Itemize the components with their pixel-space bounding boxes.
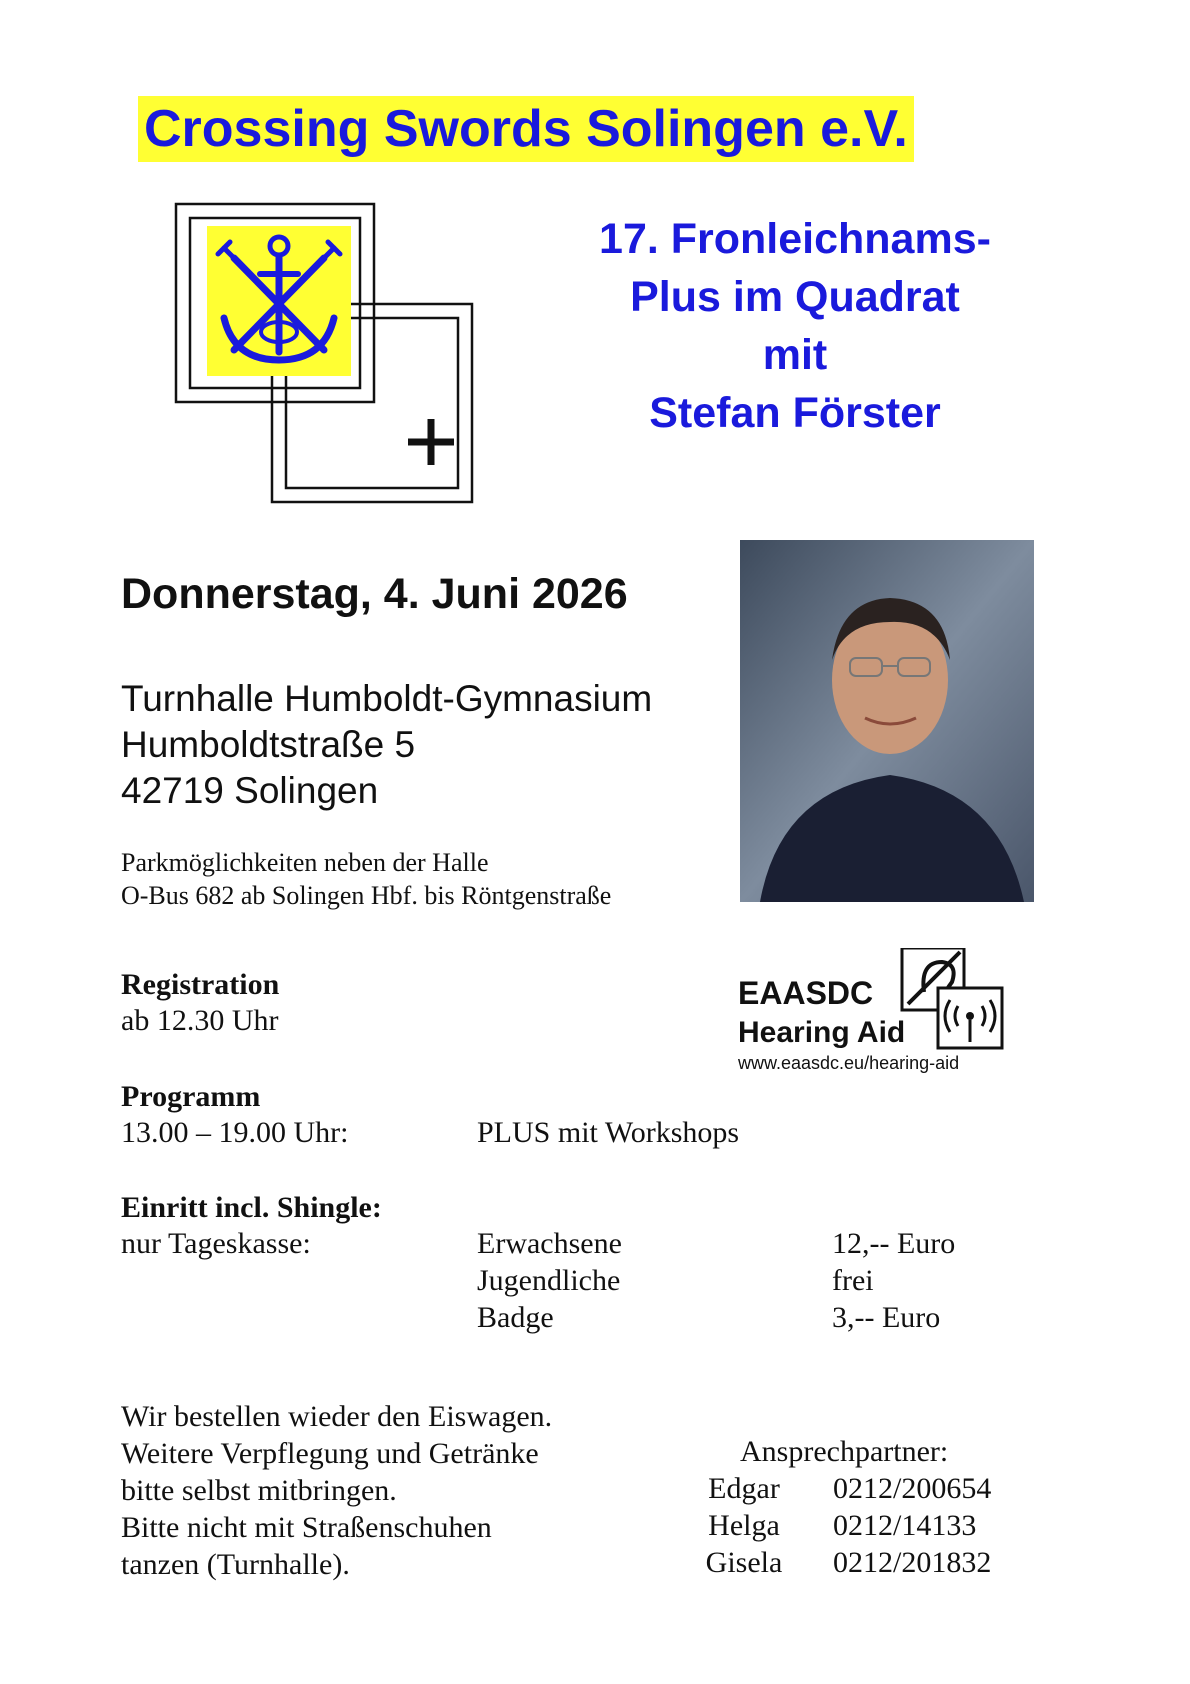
transport-line: Parkmöglichkeiten neben der Halle — [121, 848, 489, 877]
event-date: Donnerstag, 4. Juni 2026 — [121, 570, 628, 618]
event-title-line: mit — [762, 331, 828, 379]
venue-line: Humboldtstraße 5 — [121, 724, 416, 765]
program-description: PLUS mit Workshops — [477, 1116, 740, 1149]
admission-label: Erwachsene — [477, 1227, 622, 1260]
footer-line: bitte selbst mitbringen. — [121, 1474, 397, 1507]
admission-price: frei — [832, 1264, 874, 1297]
admission-price: 3,-- Euro — [832, 1301, 941, 1334]
venue-line: 42719 Solingen — [121, 770, 379, 811]
footer-line: Wir bestellen wieder den Eiswagen. — [121, 1400, 553, 1433]
contact-name: Gisela — [705, 1546, 783, 1579]
event-title-line: Stefan Förster — [649, 389, 941, 437]
contact-phone: 0212/201832 — [833, 1546, 992, 1579]
club-title: Crossing Swords Solingen e.V. — [138, 96, 914, 162]
venue-address — [121, 676, 652, 814]
admission-label: Jugendliche — [477, 1264, 621, 1297]
admission-label: Badge — [477, 1301, 554, 1334]
footer-note — [121, 1398, 552, 1583]
event-title-line: 17. Fronleichnams- — [599, 215, 991, 263]
event-title-line: Plus im Quadrat — [630, 273, 960, 321]
contact-name: Edgar — [708, 1472, 780, 1505]
admission-price: 12,-- Euro — [832, 1227, 956, 1260]
caller-photo — [740, 540, 1034, 902]
venue-line: Turnhalle Humboldt-Gymnasium — [121, 678, 653, 719]
registration-heading: Registration — [121, 968, 280, 1001]
svg-text:EAASDC: EAASDC — [738, 975, 874, 1011]
admission-heading: Einritt incl. Shingle: — [121, 1191, 382, 1224]
footer-line: Bitte nicht mit Straßenschuhen — [121, 1511, 492, 1544]
loop-signal-icon — [938, 988, 1002, 1048]
svg-text:Hearing Aid: Hearing Aid — [738, 1016, 906, 1049]
program-heading: Programm — [121, 1080, 261, 1113]
transport-info — [121, 846, 611, 912]
contact-phone: 0212/200654 — [833, 1472, 992, 1505]
club-logo — [172, 200, 478, 506]
contact-name: Helga — [708, 1509, 780, 1542]
svg-text:www.eaasdc.eu/hearing-aid: www.eaasdc.eu/hearing-aid — [738, 1053, 960, 1073]
transport-line: O-Bus 682 ab Solingen Hbf. bis Röntgenstraße — [121, 881, 612, 910]
admission-note: nur Tageskasse: — [121, 1227, 311, 1260]
footer-line: Weitere Verpflegung und Getränke — [121, 1437, 539, 1470]
registration-time: ab 12.30 Uhr — [121, 1004, 279, 1037]
program-time: 13.00 – 19.00 Uhr: — [121, 1116, 349, 1149]
contacts-title: Ansprechpartner: — [740, 1435, 949, 1468]
hearing-aid-logo — [738, 948, 1014, 1076]
contact-phone: 0212/14133 — [833, 1509, 977, 1542]
footer-line: tanzen (Turnhalle). — [121, 1548, 350, 1581]
event-title — [540, 210, 1050, 442]
